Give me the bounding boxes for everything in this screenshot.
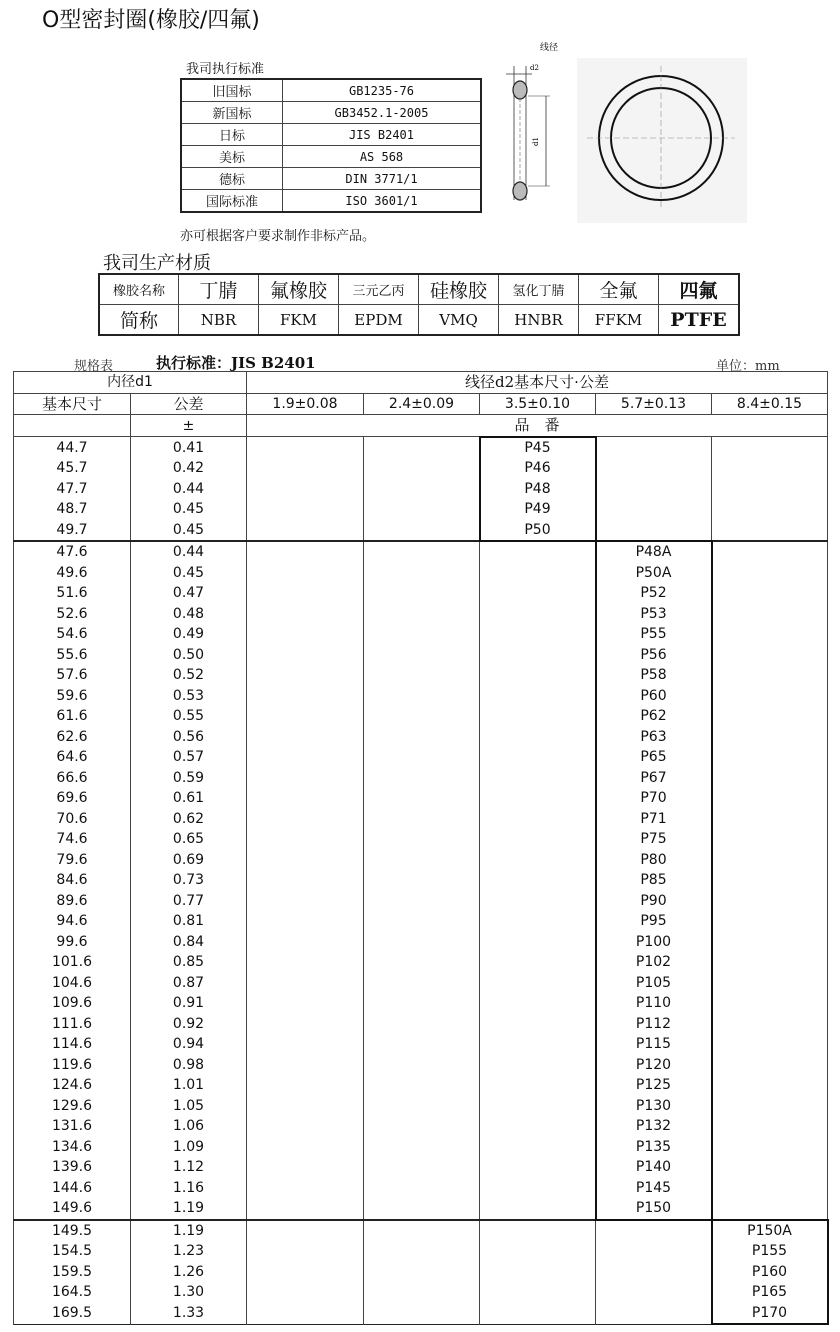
table-row bbox=[14, 1096, 828, 1117]
basic-size: 94.6 bbox=[14, 911, 131, 932]
tolerance: 1.01 bbox=[131, 1075, 247, 1096]
tolerance: 0.92 bbox=[131, 1014, 247, 1035]
table-row bbox=[14, 499, 828, 520]
part-number: P75 bbox=[596, 829, 712, 850]
basic-size: 48.7 bbox=[14, 499, 131, 520]
table-row bbox=[14, 1034, 828, 1055]
part-number: P150 bbox=[596, 1198, 712, 1220]
table-row bbox=[14, 1220, 828, 1242]
basic-size: 62.6 bbox=[14, 727, 131, 748]
standard-type: 旧国标 bbox=[181, 79, 283, 102]
table-row bbox=[14, 952, 828, 973]
part-number: P170 bbox=[712, 1303, 828, 1325]
d2-label: d2 bbox=[530, 64, 539, 72]
table-row bbox=[14, 727, 828, 748]
table-row bbox=[14, 747, 828, 768]
tolerance: 0.87 bbox=[131, 973, 247, 994]
tolerance: 0.94 bbox=[131, 1034, 247, 1055]
tolerance: 1.12 bbox=[131, 1157, 247, 1178]
basic-size: 54.6 bbox=[14, 624, 131, 645]
table-row bbox=[14, 1282, 828, 1303]
material-abbr: HNBR bbox=[499, 305, 579, 336]
standards-table bbox=[180, 78, 482, 213]
part-number: P115 bbox=[596, 1034, 712, 1055]
table-row bbox=[14, 809, 828, 830]
basic-size: 124.6 bbox=[14, 1075, 131, 1096]
custom-note: 亦可根据客户要求制作非标产品。 bbox=[180, 229, 376, 244]
tolerance: 0.47 bbox=[131, 583, 247, 604]
part-number: P63 bbox=[596, 727, 712, 748]
unit-label: 单位：mm bbox=[716, 359, 780, 374]
material-name: 四氟 bbox=[659, 274, 740, 305]
table-row bbox=[14, 437, 828, 459]
materials-name-row bbox=[99, 274, 739, 305]
standard-code: DIN 3771/1 bbox=[283, 168, 482, 190]
tolerance: 0.44 bbox=[131, 541, 247, 563]
table-row bbox=[14, 891, 828, 912]
basic-size: 101.6 bbox=[14, 952, 131, 973]
table-row bbox=[14, 583, 828, 604]
basic-size: 49.7 bbox=[14, 520, 131, 542]
table-row bbox=[14, 788, 828, 809]
standard-code: JIS B2401 bbox=[283, 124, 482, 146]
basic-size: 79.6 bbox=[14, 850, 131, 871]
basic-size: 47.7 bbox=[14, 479, 131, 500]
wire-diameter-label: 线径 bbox=[540, 43, 559, 53]
tolerance: 0.69 bbox=[131, 850, 247, 871]
tolerance: 0.91 bbox=[131, 993, 247, 1014]
standard-code: AS 568 bbox=[283, 146, 482, 168]
basic-size: 70.6 bbox=[14, 809, 131, 830]
table-row bbox=[14, 911, 828, 932]
wire-size-header: 2.4±0.09 bbox=[364, 393, 480, 415]
tolerance: 1.19 bbox=[131, 1198, 247, 1220]
material-abbr: VMQ bbox=[419, 305, 499, 336]
table-row bbox=[14, 973, 828, 994]
tolerance: 0.55 bbox=[131, 706, 247, 727]
basic-size: 111.6 bbox=[14, 1014, 131, 1035]
basic-size: 55.6 bbox=[14, 645, 131, 666]
part-number: P120 bbox=[596, 1055, 712, 1076]
table-row bbox=[14, 1198, 828, 1220]
standards-row bbox=[181, 124, 481, 146]
part-number: P132 bbox=[596, 1116, 712, 1137]
part-number: P135 bbox=[596, 1137, 712, 1158]
o-ring-diagram bbox=[492, 38, 752, 223]
part-number-header: 品 番 bbox=[247, 415, 828, 437]
table-row bbox=[14, 686, 828, 707]
part-number: P102 bbox=[596, 952, 712, 973]
basic-size: 131.6 bbox=[14, 1116, 131, 1137]
standards-row bbox=[181, 146, 481, 168]
wire-size-header: 8.4±0.15 bbox=[712, 393, 828, 415]
table-row bbox=[14, 541, 828, 563]
material-name: 氢化丁腈 bbox=[499, 274, 579, 305]
part-number: P100 bbox=[596, 932, 712, 953]
spec-standard: 执行标准：JIS B2401 bbox=[156, 354, 316, 372]
part-number: P48A bbox=[596, 541, 712, 563]
table-row bbox=[14, 1075, 828, 1096]
basic-size: 89.6 bbox=[14, 891, 131, 912]
basic-size: 169.5 bbox=[14, 1303, 131, 1325]
basic-size: 154.5 bbox=[14, 1241, 131, 1262]
material-name: 三元乙丙 bbox=[339, 274, 419, 305]
tolerance: 0.53 bbox=[131, 686, 247, 707]
basic-size: 44.7 bbox=[14, 437, 131, 459]
basic-size: 139.6 bbox=[14, 1157, 131, 1178]
basic-size: 61.6 bbox=[14, 706, 131, 727]
part-number: P50A bbox=[596, 563, 712, 584]
part-number: P140 bbox=[596, 1157, 712, 1178]
standards-row bbox=[181, 102, 481, 124]
material-abbr: EPDM bbox=[339, 305, 419, 336]
basic-size: 69.6 bbox=[14, 788, 131, 809]
tolerance: 0.85 bbox=[131, 952, 247, 973]
tolerance: 0.56 bbox=[131, 727, 247, 748]
tolerance: 0.52 bbox=[131, 665, 247, 686]
part-number: P130 bbox=[596, 1096, 712, 1117]
standard-code: GB1235-76 bbox=[283, 79, 482, 102]
table-row bbox=[14, 1137, 828, 1158]
tolerance: 1.26 bbox=[131, 1262, 247, 1283]
basic-size: 64.6 bbox=[14, 747, 131, 768]
basic-size-header: 基本尺寸 bbox=[14, 393, 131, 415]
material-abbr-label: 简称 bbox=[99, 305, 179, 336]
basic-size: 119.6 bbox=[14, 1055, 131, 1076]
inner-diameter-header: 内径d1 bbox=[14, 372, 247, 394]
table-row bbox=[14, 829, 828, 850]
part-number: P55 bbox=[596, 624, 712, 645]
spec-table bbox=[13, 371, 829, 1325]
tolerance: 1.23 bbox=[131, 1241, 247, 1262]
tolerance: 0.41 bbox=[131, 437, 247, 459]
basic-size: 57.6 bbox=[14, 665, 131, 686]
part-number: P46 bbox=[480, 458, 596, 479]
part-number: P49 bbox=[480, 499, 596, 520]
part-number: P125 bbox=[596, 1075, 712, 1096]
part-number: P56 bbox=[596, 645, 712, 666]
cross-section-top bbox=[513, 81, 527, 99]
tolerance: 0.48 bbox=[131, 604, 247, 625]
part-number: P60 bbox=[596, 686, 712, 707]
basic-size: 59.6 bbox=[14, 686, 131, 707]
basic-size: 144.6 bbox=[14, 1178, 131, 1199]
part-number: P90 bbox=[596, 891, 712, 912]
part-number: P67 bbox=[596, 768, 712, 789]
part-number: P95 bbox=[596, 911, 712, 932]
basic-size: 49.6 bbox=[14, 563, 131, 584]
table-row bbox=[14, 479, 828, 500]
tolerance: 1.19 bbox=[131, 1220, 247, 1242]
table-row bbox=[14, 458, 828, 479]
part-number: P50 bbox=[480, 520, 596, 542]
basic-size: 134.6 bbox=[14, 1137, 131, 1158]
basic-size: 47.6 bbox=[14, 541, 131, 563]
part-number: P110 bbox=[596, 993, 712, 1014]
tolerance: 1.06 bbox=[131, 1116, 247, 1137]
tolerance: 0.42 bbox=[131, 458, 247, 479]
table-row bbox=[14, 1116, 828, 1137]
material-name: 全氟 bbox=[579, 274, 659, 305]
part-number: P48 bbox=[480, 479, 596, 500]
standard-type: 国际标准 bbox=[181, 190, 283, 213]
part-number: P155 bbox=[712, 1241, 828, 1262]
part-number: P160 bbox=[712, 1262, 828, 1283]
tolerance: 1.16 bbox=[131, 1178, 247, 1199]
table-row bbox=[14, 1303, 828, 1325]
material-abbr: FKM bbox=[259, 305, 339, 336]
material-name: 氟橡胶 bbox=[259, 274, 339, 305]
material-name-label: 橡胶名称 bbox=[99, 274, 179, 305]
tolerance: 0.81 bbox=[131, 911, 247, 932]
basic-size: 104.6 bbox=[14, 973, 131, 994]
materials-abbr-row bbox=[99, 305, 739, 336]
materials-table bbox=[98, 273, 740, 336]
standards-row bbox=[181, 190, 481, 213]
table-row bbox=[14, 1014, 828, 1035]
part-number: P105 bbox=[596, 973, 712, 994]
table-row bbox=[14, 706, 828, 727]
part-number: P53 bbox=[596, 604, 712, 625]
part-number: P150A bbox=[712, 1220, 828, 1242]
table-row bbox=[14, 993, 828, 1014]
standard-code: GB3452.1-2005 bbox=[283, 102, 482, 124]
tolerance: 0.98 bbox=[131, 1055, 247, 1076]
basic-size: 45.7 bbox=[14, 458, 131, 479]
basic-size: 149.5 bbox=[14, 1220, 131, 1242]
table-row bbox=[14, 1178, 828, 1199]
basic-size: 109.6 bbox=[14, 993, 131, 1014]
tolerance: 0.57 bbox=[131, 747, 247, 768]
basic-size: 66.6 bbox=[14, 768, 131, 789]
table-row bbox=[14, 563, 828, 584]
material-name: 硅橡胶 bbox=[419, 274, 499, 305]
part-number: P65 bbox=[596, 747, 712, 768]
part-number: P58 bbox=[596, 665, 712, 686]
cross-section-bottom bbox=[513, 182, 527, 200]
tolerance: 0.65 bbox=[131, 829, 247, 850]
standard-type: 新国标 bbox=[181, 102, 283, 124]
tolerance: 0.59 bbox=[131, 768, 247, 789]
tolerance: 0.44 bbox=[131, 479, 247, 500]
tolerance: 0.45 bbox=[131, 520, 247, 542]
tolerance-header: 公差 bbox=[131, 393, 247, 415]
part-number: P165 bbox=[712, 1282, 828, 1303]
tolerance: 0.61 bbox=[131, 788, 247, 809]
basic-size: 159.5 bbox=[14, 1262, 131, 1283]
material-abbr: PTFE bbox=[659, 305, 740, 336]
table-row bbox=[14, 768, 828, 789]
standards-row bbox=[181, 168, 481, 190]
tolerance: 0.77 bbox=[131, 891, 247, 912]
materials-caption: 我司生产材质 bbox=[103, 253, 211, 274]
tolerance: 1.30 bbox=[131, 1282, 247, 1303]
table-row bbox=[14, 870, 828, 891]
tolerance: 1.09 bbox=[131, 1137, 247, 1158]
standards-row bbox=[181, 79, 481, 102]
part-number: P112 bbox=[596, 1014, 712, 1035]
standards-caption: 我司执行标准 bbox=[186, 62, 265, 77]
wire-size-header: 5.7±0.13 bbox=[596, 393, 712, 415]
basic-size: 129.6 bbox=[14, 1096, 131, 1117]
part-number: P70 bbox=[596, 788, 712, 809]
part-number: P71 bbox=[596, 809, 712, 830]
basic-size: 84.6 bbox=[14, 870, 131, 891]
spec-label: 规格表 bbox=[74, 359, 114, 374]
part-number: P45 bbox=[480, 437, 596, 459]
material-name: 丁腈 bbox=[179, 274, 259, 305]
standard-code: ISO 3601/1 bbox=[283, 190, 482, 213]
tolerance: 0.45 bbox=[131, 563, 247, 584]
tolerance: 0.62 bbox=[131, 809, 247, 830]
part-number: P80 bbox=[596, 850, 712, 871]
tolerance: 0.50 bbox=[131, 645, 247, 666]
basic-size: 99.6 bbox=[14, 932, 131, 953]
standard-type: 日标 bbox=[181, 124, 283, 146]
basic-size: 164.5 bbox=[14, 1282, 131, 1303]
wire-size-header: 3.5±0.10 bbox=[480, 393, 596, 415]
table-row bbox=[14, 1055, 828, 1076]
part-number: P85 bbox=[596, 870, 712, 891]
standard-type: 德标 bbox=[181, 168, 283, 190]
basic-size: 51.6 bbox=[14, 583, 131, 604]
table-row bbox=[14, 645, 828, 666]
tolerance: 1.05 bbox=[131, 1096, 247, 1117]
wire-diameter-header: 线径d2基本尺寸·公差 bbox=[247, 372, 828, 394]
table-row bbox=[14, 624, 828, 645]
tolerance: 0.84 bbox=[131, 932, 247, 953]
d1-label: d1 bbox=[532, 137, 540, 146]
page-title: O型密封圈(橡胶/四氟) bbox=[42, 8, 260, 33]
basic-size: 114.6 bbox=[14, 1034, 131, 1055]
material-abbr: FFKM bbox=[579, 305, 659, 336]
basic-size: 74.6 bbox=[14, 829, 131, 850]
part-number: P145 bbox=[596, 1178, 712, 1199]
tolerance: 1.33 bbox=[131, 1303, 247, 1325]
part-number: P52 bbox=[596, 583, 712, 604]
table-row bbox=[14, 1157, 828, 1178]
tolerance: 0.73 bbox=[131, 870, 247, 891]
plus-minus-header: ± bbox=[131, 415, 247, 437]
table-row bbox=[14, 1241, 828, 1262]
standard-type: 美标 bbox=[181, 146, 283, 168]
wire-size-header: 1.9±0.08 bbox=[247, 393, 364, 415]
basic-size: 149.6 bbox=[14, 1198, 131, 1220]
table-row bbox=[14, 1262, 828, 1283]
basic-size: 52.6 bbox=[14, 604, 131, 625]
table-row bbox=[14, 850, 828, 871]
material-abbr: NBR bbox=[179, 305, 259, 336]
tolerance: 0.49 bbox=[131, 624, 247, 645]
table-row bbox=[14, 932, 828, 953]
table-row bbox=[14, 665, 828, 686]
table-row bbox=[14, 520, 828, 542]
part-number: P62 bbox=[596, 706, 712, 727]
tolerance: 0.45 bbox=[131, 499, 247, 520]
table-row bbox=[14, 604, 828, 625]
